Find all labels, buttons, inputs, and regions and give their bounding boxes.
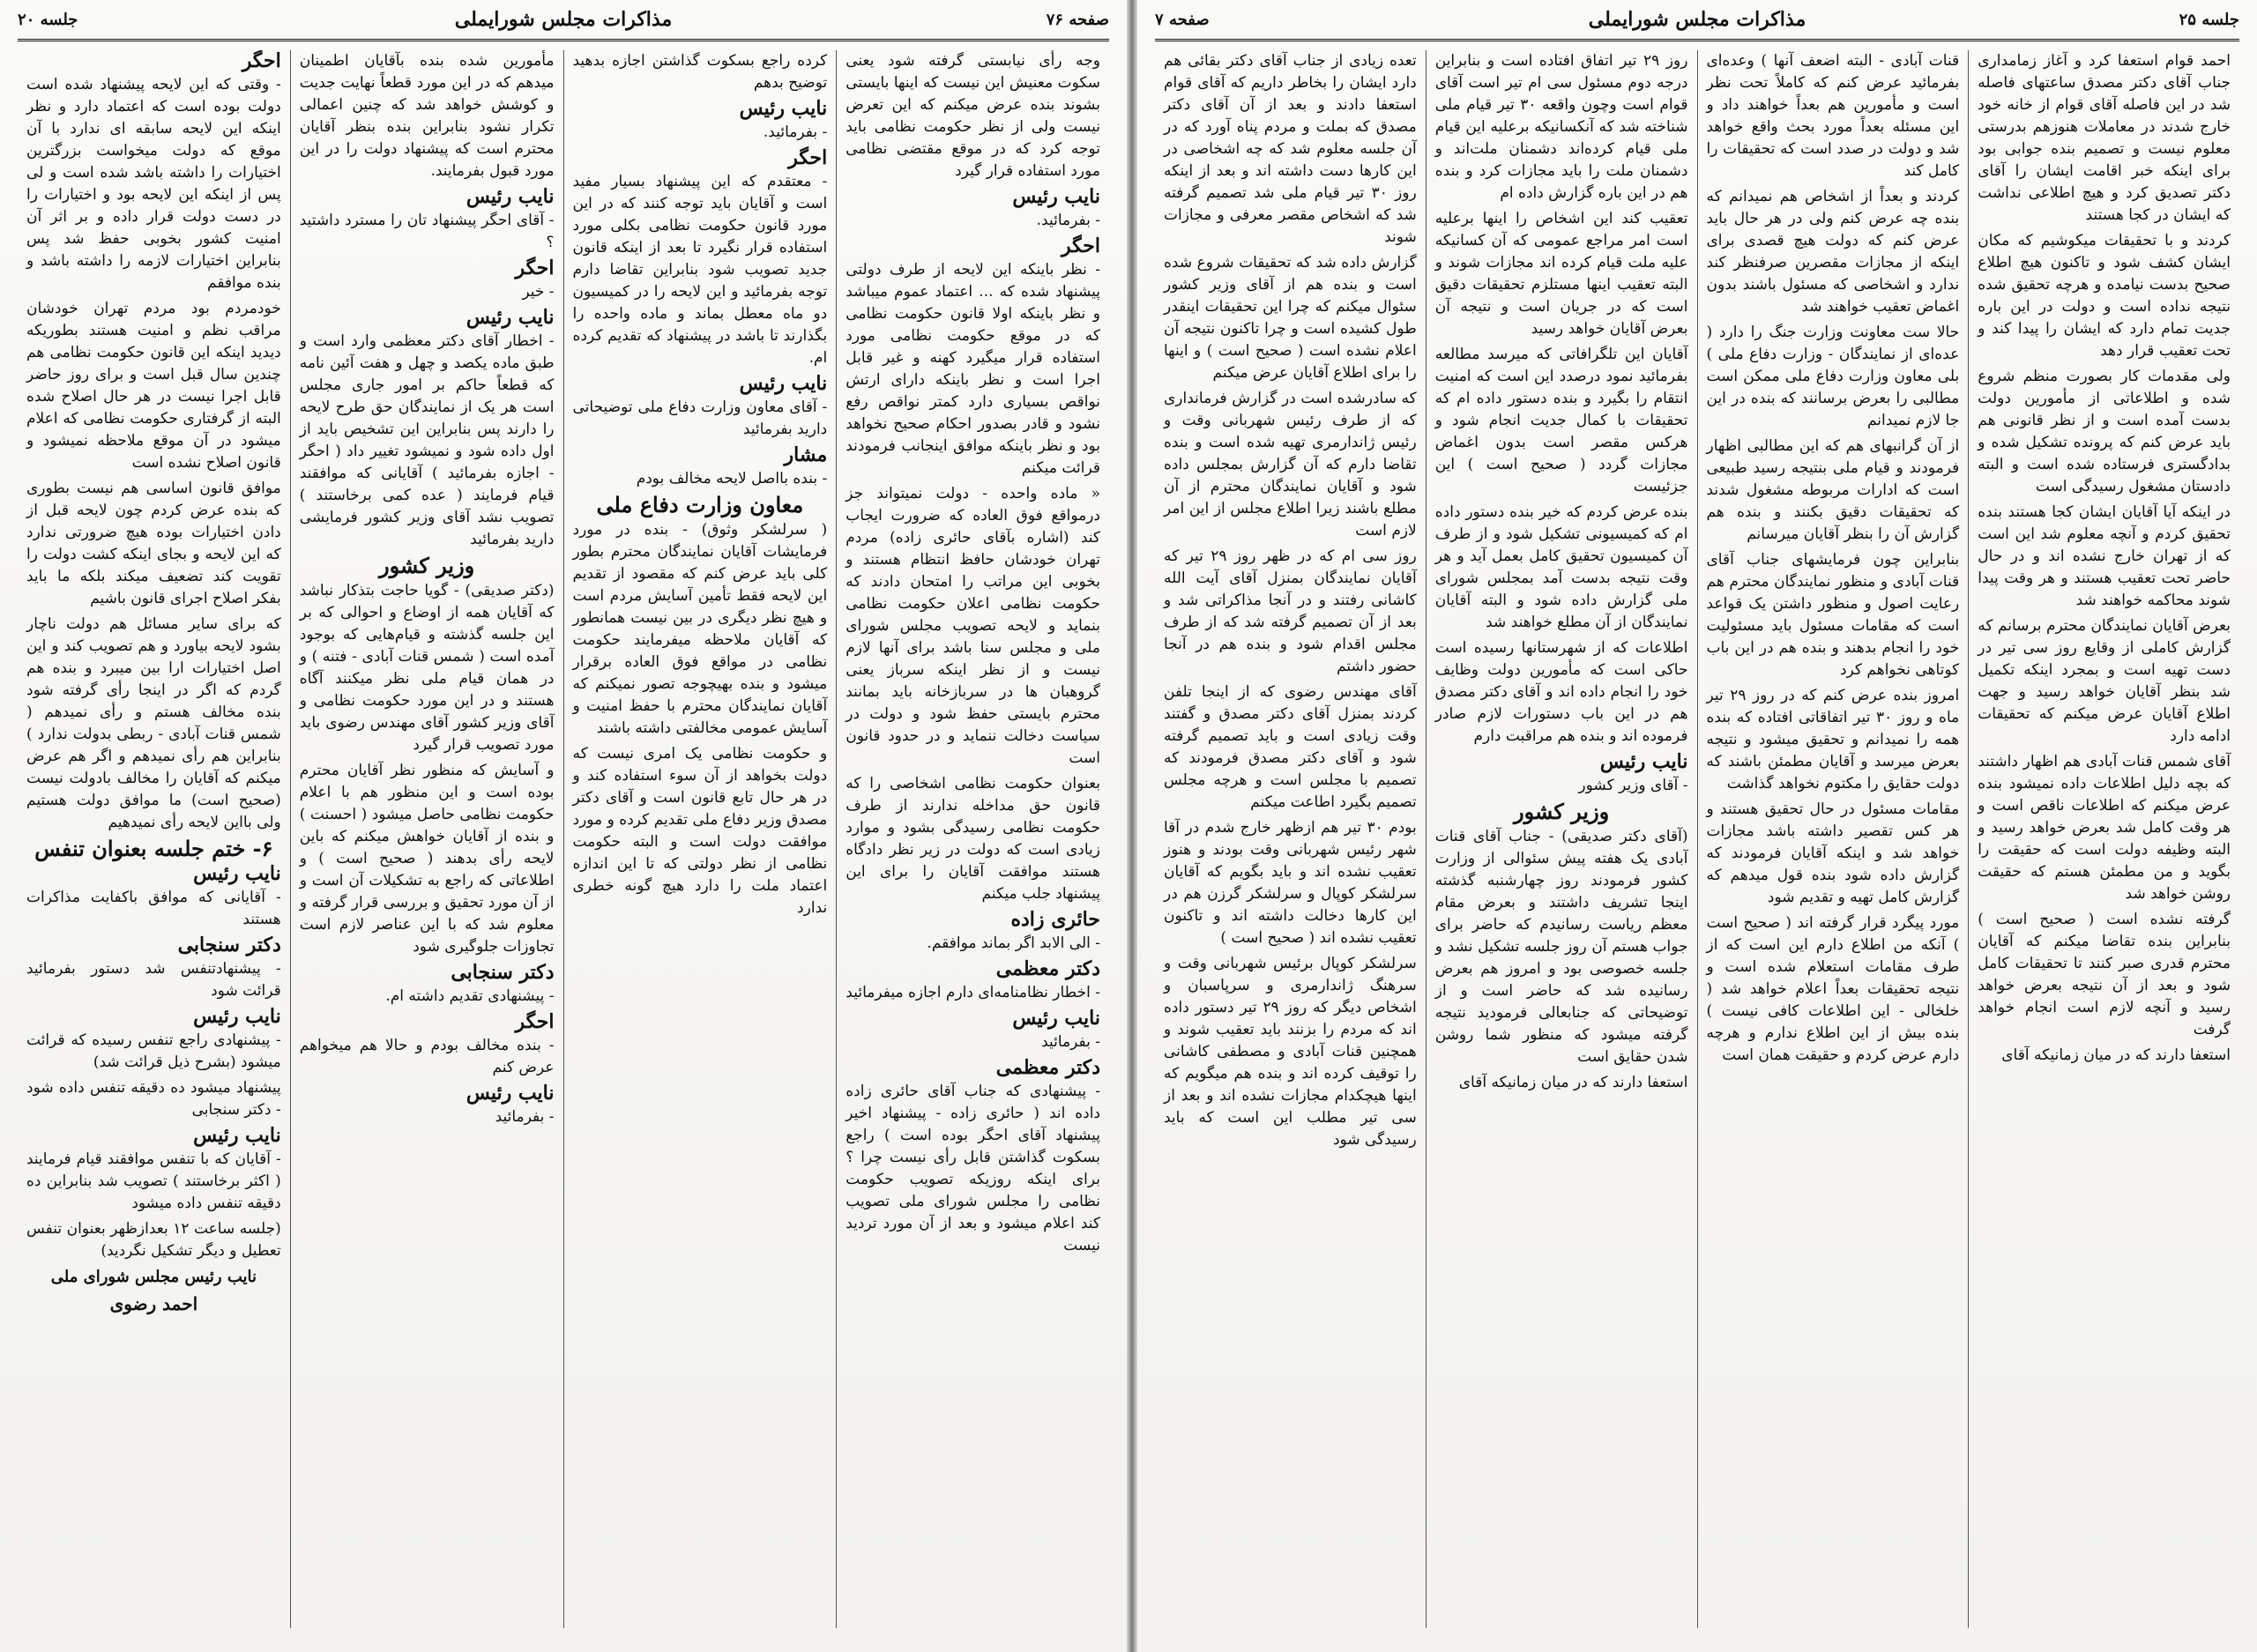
section-heading: ۶- ختم جلسه بعنوان تنفس [34,836,273,861]
speaker-name: مشار [784,443,828,466]
paragraph: پیشنهاد میشود ده دقیقه تنفس داده شود - دکتر سنجابی [26,1079,281,1119]
paragraph: « ماده واحده - دولت نمیتواند جز درمواقع فوق العاده که ضرورت ایجاب کند (اشاره بآقای حائری زاده) مردم تهران خودشان حافظ انتظام هستند و بخوبی این مراتب را امتحان دادند که حکومت نظامی اعلان حکومت نظامی بنماید و لایحه تصویب مجلس شورای ملی و مجلس سنا باشد برای آنها لازم نیست و از نظر اینکه سرباز یعنی گروهبان ها در سربازخانه باید بمانند محترم بایستی حفظ شود و دولت در سیاست دخالت ننماید و در حدود قانون است [845,485,1100,767]
paragraph: آقای مهندس رضوی که از اینجا تلفن کردند بمنزل آقای دکتر مصدق و گفتند وقت زیادی است و باید تصمیم گرفته شود و آقای دکتر مصدق فرمودند که تصمیم با مجلس است و هرچه مجلس تصمیم بگیرد اطاعت میکنم [1164,683,1417,811]
section-heading: وزیر کشور [1513,799,1610,824]
paragraph: بعنوان حکومت نظامی اشخاصی را که قانون حق مداخله ندارند از طرف حکومت نظامی رسیدگی بشود و موارد زیادی است که دولت در زیر نظر دادگاه هستند موافقت آقایان را برای این پیشنهاد جلب میکنم [845,775,1100,903]
paragraph: از آن گرانبهای هم که این مطالبی اظهار فرمودند و قیام ملی بنتیجه رسید طبیعی است که ادارات مربوطه مشغول شدند که تحقیقات دقیق بکنند و بنده هم گزارش آن را بنظر آقایان میرسانم [1706,437,1960,543]
speaker-name: نایب رئیس [1599,750,1688,773]
paragraph: امروز بنده عرض کنم که در روز ۲۹ تیر ماه و روز ۳۰ تیر اتفاقاتی افتاده که بنده همه را نمیدانم و تحقیق میشود و نتیجه بعرض میرسد و آقایان مطمئن باشند که دولت حقایق را مکتوم نخواهد گذاشت [1706,687,1960,793]
speaker-name: احگر [242,50,281,72]
left-page-columns [18,50,1109,1628]
paragraph: قنات آبادی - البته اضعف آنها ) وعده‌ای بفرمائید عرض کنم که کاملاً تحت نظر است و مأمورین هم بعداً خواهند داد و این مسئله بعداً مورد بحث واقع خواهد شد و دولت در صدد است که تحقیقات را کامل کند [1706,52,1960,180]
speaker-name: نایب رئیس [739,97,828,120]
paragraph: - نظر باینکه این لایحه از طرف دولتی پیشنهاد شده که ... اعتماد عموم میباشد و نظر باینکه اولا قانون حکومت نظامی که در موقع حکومت نظامی مورد استفاده قرار میگیرد کهنه و غیر قابل اجرا است و نظر باینکه دارای ارتش نواقص بسیاری دارد کمتر نواقص رفع نشود و قادر بصدور احکام صحیح نخواهد بود و نظر باینکه موافق اینجانب فرمودند قرائت میکنم [845,261,1100,477]
text-column [290,50,563,1628]
speaker-name: نایب رئیس [1012,1007,1100,1030]
text-column [1968,50,2239,1628]
paragraph: کردند و بعداً از اشخاص هم نمیدانم که بنده چه عرض کنم ولی در هر حال باید عرض کنم که دولت هیچ قصدی برای اینکه از مجازات مقصرین صرفنظر کند ندارد و اشخاصی که مسئول باشند بدون اغماض تعقیب خواهند شد [1706,188,1960,316]
paragraph: - بفرمائید [1041,1033,1100,1051]
paragraph: کرده راجع بسکوت گذاشتن اجازه بدهید توضیح بدهم [572,52,828,92]
speaker-name: احگر [1061,234,1100,257]
speaker-name: نایب رئیس [466,1082,555,1105]
text-column [18,50,290,1628]
paragraph: بعرض آقایان نمایندگان محترم برسانم که گزارش کاملی از وقایع روز سی تیر در دست تهیه است و بمجرد اینکه تکمیل شد بنظر آقایان خواهد رسید و جهت اطلاع آقایان عرض میکنم که تحقیقات ادامه دارد [1978,617,2231,745]
right-page-number: صفحه ۷ [1155,10,1210,29]
paragraph: و حکومت نظامی یک امری نیست که دولت بخواهد از آن سوء استفاده کند و در هر حال تابع قانون است و آقای دکتر مصدق وزیر دفاع ملی تقدیم کرده و مورد موافقت دولت است و البته حکومت نظامی از نظر دولتی که تا این اندازه اعتماد ملت را دارد هیچ گونه خطری ندارد [572,745,828,917]
paragraph: مورد پیگرد قرار گرفته اند ( صحیح است ) آنکه من اطلاع دارم این است که از طرف مقامات استعلام شده است و نتیجه تحقیقات بعداً اعلام خواهد شد ( خلخالی - این اطلاعات کافی نیست ) بنده بیش از این اطلاع ندارم و هرچه دارم عرض کردم و حقیقت همان است [1706,914,1960,1064]
paragraph: بنده عرض کردم که خیر بنده دستور داده ام که کمیسیونی تشکیل شود و از طرف آن کمیسیون تحقیق کامل بعمل آید و هر وقت نتیجه بدست آمد بمجلس شورای ملی گزارش داده شود و البته آقایان نمایندگان از آن مطلع خواهند شد [1434,503,1688,631]
speaker-name: احگر [788,146,828,169]
paragraph: - بفرمائید. [1036,212,1100,229]
text-column [836,50,1109,1628]
speaker-name: نایب رئیس [1012,185,1100,208]
paragraph: - آقای وزیر کشور [1578,777,1688,794]
signature-name: احمد رضوی [109,1293,198,1314]
paragraph: روز ۲۹ تیر اتفاق افتاده است و بنابراین درجه دوم مسئول سی ام تیر است آقای قوام است وچون واقعه ۳۰ تیر قیام ملی شناخته شد که آنکسانیکه برعلیه این قیام ملی قیام کرده‌اند دشمنان ملت‌اند و دشمنان ملت را باید مجازات کرد و بنده هم در این باره گزارش داده ام [1434,52,1688,202]
paragraph: ( سرلشکر وثوق) - بنده در مورد فرمایشات آقایان نمایندگان محترم بطور کلی باید عرض کنم که مقصود از تقدیم این لایحه فقط تأمین آسایش مردم است و هیچ نظر دیگری در بین نیست همانطور که آقایان ملاحظه میفرمایند حکومت نظامی در مواقع فوق العاده برقرار میشود و بنده بهیچوجه تصور نمیکنم که آقایان نمایندگان محترم با حفظ امنیت و آسایش عمومی مخالفتی داشته باشند [572,521,828,737]
paragraph: گزارش داده شد که تحقیقات شروع شده است و بنده هم از آقای وزیر کشور سئوال میکنم که چرا این تحقیقات اینقدر طول کشیده است و چرا تاکنون نتیجه آن اعلام نشده است ( صحیح است ) و اینها را برای اطلاع آقایان عرض میکنم [1164,254,1417,382]
paragraph: آقای شمس قنات آبادی هم اظهار داشتند که بچه دلیل اطلاعات داده نمیشود بنده عرض میکنم که اطلاعات ناقص است و هر وقت کامل شد بعرض خواهد رسید و البته وظیفه دولت است که حقیقت را بگوید و من مطمئن هستم که حقیقت روشن خواهد شد [1978,753,2231,903]
paragraph: - بفرمائید. [763,123,828,141]
section-heading: وزیر کشور [378,553,475,578]
paragraph: که سادرشده است در گزارش فرمانداری که از طرف رئیس شهربانی وقت و رئیس ژاندارمری تهیه شده است و بنده تقاضا دارم که آن گزارش بمجلس داده شود و آقایان نمایندگان محترم از آن مطلع باشند زیرا اطلاع مجلس از این امر لازم است [1164,390,1417,540]
paragraph: در اینکه آیا آقایان ایشان کجا هستند بنده تحقیق کردم و آنچه معلوم شد این است که از تهران خارج نشده اند و در حال حاضر تحت تعقیب هستند و هر وقت پیدا شوند محاکمه خواهند شد [1978,503,2231,609]
paragraph: احمد قوام استعفا کرد و آغاز زمامداری جناب آقای دکتر مصدق ساعتهای فاصله شد در این فاصله آقای قوام از خانه خود خارج شدند در معاملات هنوزهم بدرستی معلوم نیست و تصمیم بنده جوابی بود برای اینکه خبر اقامت ایشان را آقای دکتر تصدیق کرد و هیچ اطلاعی نداشت که ایشان در کجا هستند [1978,52,2231,224]
paragraph: روز سی ام که در ظهر روز ۲۹ تیر که آقایان نمایندگان بمنزل آقای آیت الله کاشانی رفتند و در آنجا مذاکراتی شد و بعد از آن تصمیم گرفته شد که از طرف مجلس اقدام شود و بنده هم در آنجا حضور داشتم [1164,547,1417,675]
paragraph: - پیشنهادی راجع تنفس رسیده که قرائت میشود (بشرح ذیل قرائت شد) [26,1031,281,1071]
paragraph: استعفا دارند که در میان زمانیکه آقای [1458,1074,1688,1091]
page-gutter [1127,0,1137,1652]
paragraph: تعده زیادی از جناب آقای دکتر بقائی هم دارد ایشان را بخاطر داریم که آقای قوام استعفا دادند و بعد از آن آقای دکتر مصدق که بملت و مردم پناه آورد که در آن جلسه معلوم شد که چه اشخاصی در این کارها دست داشته اند و بعد از اینکه روز ۳۰ تیر قیام ملی شد تصمیم گرفته شد که اشخاص مقصر معرفی و مجازات شوند [1164,52,1417,246]
paragraph: (دکتر صدیقی) - گویا حاجت بتذکار نباشد که آقایان همه از اوضاع و احوالی که بر این جلسه گذشته و قیام‌هایی که بوجود آمده است ( شمس قنات آبادی - فتنه ) و در همان قیام ملی نظر میکنند آگاه هستند و در این مورد حکومت نظامی و آقای وزیر کشور آقای مهندس رضوی باید مورد تصویب قرار گیرد [299,582,555,754]
paragraph: مأمورین شده بنده بآقایان اطمینان میدهم که در این مورد قطعاً نهایت جدیت و کوشش خواهد شد که چنین اعمالی تکرار نشود بنابراین بنده بنظر آقایان محترم است که پیشنهاد دولت را در این مورد قبول بفرمایند. [299,52,555,180]
left-page [0,0,1127,1652]
signature-title: نایب رئیس مجلس شورای ملی [50,1268,257,1286]
speaker-name: احگر [515,1010,555,1033]
text-column [1697,50,1969,1628]
paragraph: (آقای دکتر صدیقی) - جناب آقای قنات آبادی یک هفته پیش سئوالی از وزارت کشور فرمودند روز چهارشنبه گذشته اینجا تشریف داشتند و بعرض مقام معظم ریاست رسانیدم که حاضر برای جواب هستم آن روز جلسه تشکیل نشد و جلسه خصوصی بود و امروز هم بعرض رسانیده شد که حاضر است و از توضیحاتی که جنابعالی فرمودید نتیجه گرفته میشود که منظور شما روشن شدن حقایق است [1434,828,1688,1066]
paragraph: - اخطار نظامنامه‌ای دارم اجازه میفرمائید [845,984,1100,1001]
paragraph: - الی الابد اگر بماند موافقم. [927,934,1100,952]
right-page-session: جلسه ۲۵ [2179,10,2239,29]
paragraph: حالا ست معاونت وزارت جنگ را دارد ( عده‌ای از نمایندگان - وزارت دفاع ملی ) بلی معاون وزارت دفاع ملی ممکن است مطالبی را بعرض برسانند که بنده در این جا لازم نمیدانم [1706,324,1960,429]
paragraph: مقامات مسئول در حال تحقیق هستند و هر کس تقصیر داشته باشد مجازات خواهد شد و اینکه آقایان فرمودند که گزارش داده شود بنده قول میدهم که گزارش کامل تهیه و تقدیم شود [1706,800,1960,906]
paragraph: - وقتی که این لایحه پیشنهاد شده است دولت بوده است که اعتماد دارد و نظر اینکه این لایحه سابقه ای ندارد با آن موقع که دولت میخواست بزرگترین اختیارات را داشته باشد شده است و لی پس از اینکه این لایحه بود و اختیارات را در دست دولت قرار داده و بر اثر آن امنیت کشور بخوبی حفظ شد پس بنابراین اختیارات لازمه را داشته باشد و بنده موافقم [26,76,281,292]
speaker-name: نایب رئیس [466,185,555,208]
paragraph: - پیشنهادتنفس شد دستور بفرمائید قرائت شود [26,960,281,1000]
paragraph: آقایان این تلگرافاتی که میرسد مطالعه بفرمائید نمود درصدد این است که امنیت انتقام را بگیرد و بنده دستور داده ام که تحقیقات با کمال جدیت انجام شود و هرکس مقصر است بدون اغماض مجازات گردد ( صحیح است ) این جزئیست [1434,346,1688,495]
paragraph: - اخطار آقای دکتر معظمی وارد است و طبق ماده یکصد و چهل و هفت آئین نامه که قطعاً حاکم بر امور جاری مجلس است هر یک از نمایندگان حق طرح لایحه را دارند پس بنابراین این تشخیص باید از اول داده شود و نمیشود تغییر داد ( احگر - اجازه بفرمائید ) آقایانی که موافقند قیام فرمایند ( عده کمی برخاستند ) تصویب نشد آقای وزیر کشور فرمایشی دارید بفرمائید [299,332,555,548]
paragraph: سرلشکر کوپال برئیس شهربانی وقت و سرهنگ ژاندارمری و سرپاسبان و اشخاص دیگر که روز ۲۹ تیر دستور داده اند که مردم را بزنند باید تعقیب شوند و همچنین قنات آبادی و مصطفی کاشانی را توقیف کرده اند و بنده هم میگویم که اینها هیچکدام مجازات نشده اند و بعد از سی تیر مطلب این است که باید رسیدگی شود [1164,955,1417,1149]
paragraph: - آقای معاون وزارت دفاع ملی توضیحاتی دارید بفرمائید [572,398,828,438]
paragraph: - پیشنهادی تقدیم داشته ام. [385,987,555,1005]
paragraph: - پیشنهادی که جناب آقای حائری زاده داده اند ( حائری زاده - پیشنهاد اخیر پیشنهاد آقای احگر بوده است ) راجع بسکوت گذاشتن قابل رأی نیست چرا ؟ برای اینکه روزیکه تصویب حکومت نظامی را مجلس شورای ملی تصویب کند اعلام میشود و بعد از آن مورد تردید نیست [845,1083,1100,1254]
right-page [1137,0,2257,1652]
paragraph: که برای سایر مسائل هم دولت ناچار بشود لایحه بیاورد و هم تصویب کند و این اصل اختیارات ارا بین میبرد و بنده هم گردم که اگر در اینجا رأی گرفته شود بنده مخالف هستم و رأی نمیدهم ( شمس قنات آبادی - ربطی بدولت ندارد ) بنابراین هم رأی نمیدهم و اگر هم عرض میکنم که آقایان را مخالف بادولت نیست (صحیح است) ما موافق دولت هستیم ولی بااین لایحه رأی نمیدهیم [26,615,281,831]
paragraph: - آقایان که با تنفس موافقند قیام فرمایند ( اکثر برخاستند ) تصویب شد بنابراین ده دقیقه تنفس داده میشود [26,1150,281,1212]
paragraph: - آقای احگر پیشنهاد تان را مسترد داشتید ؟ [299,212,555,251]
paragraph: ولی مقدمات کار بصورت منظم شروع شده و اطلاعاتی از مأمورین دولت بدست آمده است و از نظر قانونی هم باید عرض کنم که پرونده تشکیل شده و بدادگستری فرستاده شده است و البته دادستان مشغول رسیدگی است [1978,368,2231,495]
speaker-name: نایب رئیس [193,862,281,885]
left-page-number: صفحه ۷۶ [1046,10,1109,29]
section-heading: معاون وزارت دفاع ملی [596,492,804,517]
paragraph: - بفرمائید [495,1108,555,1126]
paragraph: - بنده بااصل لایحه مخالف بودم [636,470,828,487]
paragraph: - معتقدم که این پیشنهاد بسیار مفید است و آقایان باید توجه کنند که در این مورد قانون حکومت نظامی بکلی مورد استفاده قرار نگیرد تا بعد از اینکه قانون جدید تصویب شود بنابراین تقاضا دارم توجه بفرمائید و این لایحه را در کمیسیون دو ماه معطل بماند و ماده واحده را بگذارند تا باشد در پیشنهاد که تقدیم کرده ام. [572,173,828,367]
right-page-title: مذاکرات مجلس شورایملی [1588,8,1806,31]
paragraph: بودم ۳۰ تیر هم ازظهر خارج شدم در آقا شهر رئیس شهربانی وقت بودند و هنوز تعقیب نشده اند و باید بگویم که آقایان سرلشکر کوپال و سرلشکر گرزن هم در این کارها دخالت داشته اند و تاکنون تعقیب نشده اند ( صحیح است ) [1164,819,1417,947]
speaker-name: نایب رئیس [739,372,828,395]
left-page-title: مذاکرات مجلس شورایملی [454,8,673,31]
speaker-name: نایب رئیس [466,306,555,329]
speaker-name: دکتر معظمی [995,957,1100,980]
paragraph: استعفا دارند که در میان زمانیکه آقای [2001,1046,2231,1064]
paragraph: - آقایانی که موافق باکفایت مذاکرات هستند [26,889,281,928]
speaker-name: نایب رئیس [193,1005,281,1028]
paragraph: بنابراین چون فرمایشهای جناب آقای قنات آبادی و منظور نمایندگان محترم هم رعایت اصول و منظور داشتن یک قواعد است که مقامات مسئول باید مسئولیت خود را انجام بدهند و بنده هم در این باب کوتاهی نخواهم کرد [1706,551,1960,679]
paragraph: (جلسه ساعت ۱۲ بعدازظهر بعنوان تنفس تعطیل و دیگر تشکیل نگردید) [26,1220,281,1260]
speaker-name: دکتر معظمی [995,1056,1100,1079]
speaker-name: نایب رئیس [193,1124,281,1147]
paragraph: تعقیب کند این اشخاص را اینها برعلیه است امر مراجع عمومی که آن کسانیکه علیه ملت قیام کرده اند مجازات شوند و البته تعقیب اینها مستلزم تحقیقات دقیق است که در جریان است و نتیجه آن بعرض آقایان خواهد رسید [1434,210,1688,338]
text-column [1426,50,1697,1628]
paragraph: - خیر [522,283,555,301]
paragraph: و آسایش که منظور نظر آقایان محترم بوده است و این منظور هم با اعلام حکومت نظامی حاصل میشود ( احسنت ) و بنده از آقایان خواهش میکنم که باین لایحه رأی بدهند ( صحیح است ) و اطلاعاتی که راجع به تشکیلات آن است و از آن مورد تحقیق و بررسی قرار گرفته و معلوم شد که با این عناصر لازم است تجاوزات جلوگیری شود [299,762,555,956]
right-page-header [1155,0,2239,41]
speaker-name: دکتر سنجابی [451,961,555,984]
speaker-name: دکتر سنجابی [177,934,281,956]
paragraph: - بنده مخالف بودم و حالا هم میخواهم عرض کنم [299,1037,555,1076]
text-column [563,50,837,1628]
left-page-session: جلسه ۲۰ [18,10,78,29]
paragraph: کردند و با تحقیقات میکوشیم که مکان ایشان کشف شود و تاکنون هیچ اطلاع صحیح بدست نیامده و هرچه تحقیق شده نتیجه نداده است و دولت در این باره جدیت تمام دارد که ایشان را پیدا کند و تحت تعقیب قرار دهد [1978,232,2231,360]
right-page-columns [1155,50,2239,1628]
speaker-name: احگر [515,257,555,279]
speaker-name: حائری زاده [1010,908,1100,931]
paragraph: اطلاعات که از شهرستانها رسیده است حاکی است که مأمورین دولت وظایف خود را انجام داده اند و آقای دکتر مصدق هم در این باب دستورات لازم صادر فرموده اند و بنده هم مراقبت دارم [1434,639,1688,745]
paragraph: وجه رأی نیابستی گرفته شود یعنی سکوت معنیش این نیست که اینها بایستی بشوند بنده عرض میکنم که این تعرض نیست ولی از نظر حکومت نظامی باید توجه کرد که در موقع مقتضی نظامی مورد استفاده قرار گیرد [845,52,1100,180]
paragraph: موافق قانون اساسی هم نیست بطوری که بنده عرض کردم چون لایحه قبل از دادن اختیارات بوده هیچ ضرورتی ندارد که این لایحه و بجای اینکه کشت دولت را تقویت کند تضعیف میکند بلکه ما باید بفکر اصلاح اجرای قانون باشیم [26,480,281,607]
paragraph: خودمردم بود مردم تهران خودشان مراقب نظم و امنیت هستند بطوریکه دیدید اینکه این قانون حکومت نظامی هم چندین سال قبل است و برای روز حاضر قابل اجرا نیست در هر حال اصلاح شده البته از گرفتاری حکومت نظامی که اعلام میشود در آن موقع ملاحظه نمیشود و قانون اصلاح نشده است [26,300,281,472]
left-page-header [18,0,1109,41]
paragraph: گرفته نشده است ( صحیح است ) بنابراین بنده تقاضا میکنم که آقایان محترم قدری صبر کنند تا تحقیقات کامل شود و بعد از آن نتیجه بعرض خواهد رسید و آنچه لازم است انجام خواهد گرفت [1978,911,2231,1038]
text-column [1155,50,1426,1628]
